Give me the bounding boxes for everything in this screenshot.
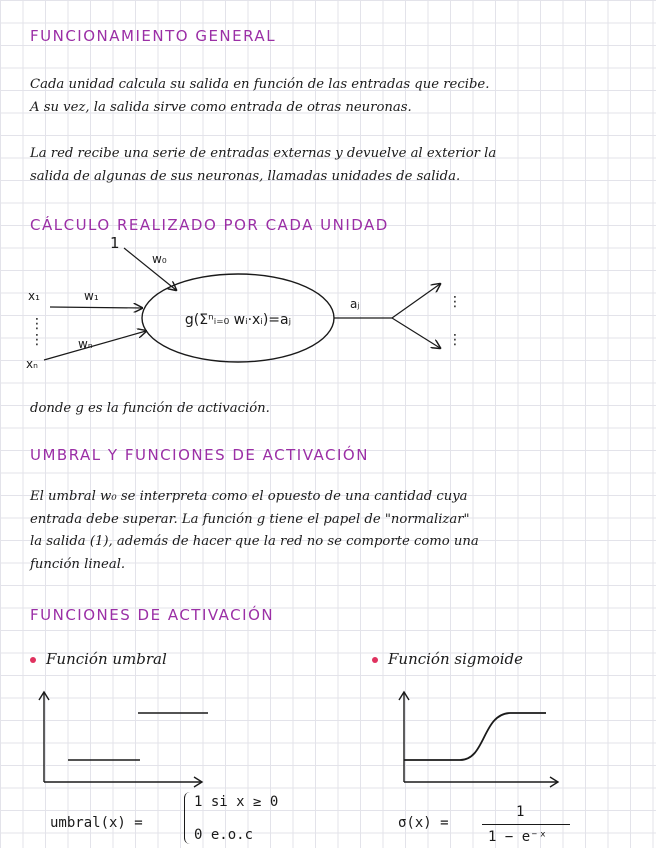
threshold-brace — [184, 792, 191, 844]
paragraph-line: salida de algunas de sus neuronas, llamadas unidades de salida. — [30, 168, 461, 184]
sigmoid-numerator: 1 — [516, 804, 525, 820]
output-arrow-up — [392, 284, 440, 318]
threshold-case-2: 0 e.o.c — [194, 827, 254, 843]
heading-funcionamiento-general: FUNCIONAMIENTO GENERAL — [30, 27, 277, 45]
heading-umbral-funciones: UMBRAL Y FUNCIONES DE ACTIVACIÓN — [30, 446, 369, 464]
input-xn-arrow — [44, 331, 146, 360]
heading-calculo-unidad: CÁLCULO REALIZADO POR CADA UNIDAD — [30, 216, 389, 234]
threshold-case-1: 1 si x ≥ 0 — [194, 794, 279, 810]
paragraph-umbral — [30, 486, 479, 576]
bias-input-label: 1 — [110, 234, 120, 252]
outputs-ellipsis: ⋮ — [448, 332, 462, 348]
inputs-ellipsis: ⋮ — [30, 316, 44, 332]
activation-definition — [30, 398, 270, 421]
bullet-dot — [372, 657, 378, 663]
outputs-ellipsis: ⋮ — [448, 294, 462, 310]
heading-funciones-activacion: FUNCIONES DE ACTIVACIÓN — [30, 606, 275, 624]
input-x1-arrow — [50, 307, 142, 308]
paragraph-unit-output — [30, 74, 489, 119]
paragraph-line: entrada debe superar. La función g tiene el papel de "normalizar" — [30, 511, 470, 527]
weight-wn-label: wₙ — [78, 337, 93, 351]
output-arrow-down — [392, 318, 440, 348]
bias-weight-label: w₀ — [152, 252, 167, 266]
threshold-formula-lhs: umbral(x) = — [50, 815, 143, 831]
inputs-ellipsis: ⋮ — [30, 332, 44, 348]
output-label: aⱼ — [350, 297, 360, 311]
paragraph-line: La red recibe una serie de entradas externas y devuelve al exterior la — [30, 146, 497, 161]
sigmoid-plot — [390, 684, 570, 788]
paragraph-line: A su vez, la salida sirve como entrada de otras neuronas. — [30, 99, 412, 115]
input-x1-label: x₁ — [28, 289, 40, 303]
input-xn-label: xₙ — [26, 357, 38, 371]
node-formula: g(Σⁿᵢ₌₀ wᵢ·xᵢ)=aⱼ — [184, 312, 292, 328]
bias-arrow — [124, 248, 176, 290]
paragraph-line: Cada unidad calcula su salida en función de las entradas que recibe. — [30, 77, 490, 92]
paragraph-line: donde g es la función de activación. — [30, 401, 270, 416]
paragraph-network-io — [30, 143, 496, 188]
paragraph-line: El umbral w₀ se interpreta como el opuesto de una cantidad cuya — [30, 489, 468, 504]
bullet-funcion-umbral — [30, 650, 167, 668]
bullet-funcion-sigmoide — [372, 650, 523, 668]
paragraph-line: la salida (1), además de hacer que la red no se comporte como una — [30, 534, 479, 549]
bullet-label: Función umbral — [46, 650, 167, 668]
neuron-diagram — [0, 228, 656, 378]
bullet-dot — [30, 657, 36, 663]
sigmoid-denominator: 1 − e⁻ˣ — [488, 829, 548, 845]
threshold-plot — [30, 684, 230, 788]
sigmoid-curve — [404, 713, 546, 760]
weight-w1-label: w₁ — [84, 289, 99, 303]
bullet-label: Función sigmoide — [388, 650, 524, 668]
fraction-bar — [482, 824, 570, 825]
sigmoid-formula-lhs: σ(x) = — [398, 815, 449, 831]
paragraph-line: función lineal. — [30, 556, 126, 572]
